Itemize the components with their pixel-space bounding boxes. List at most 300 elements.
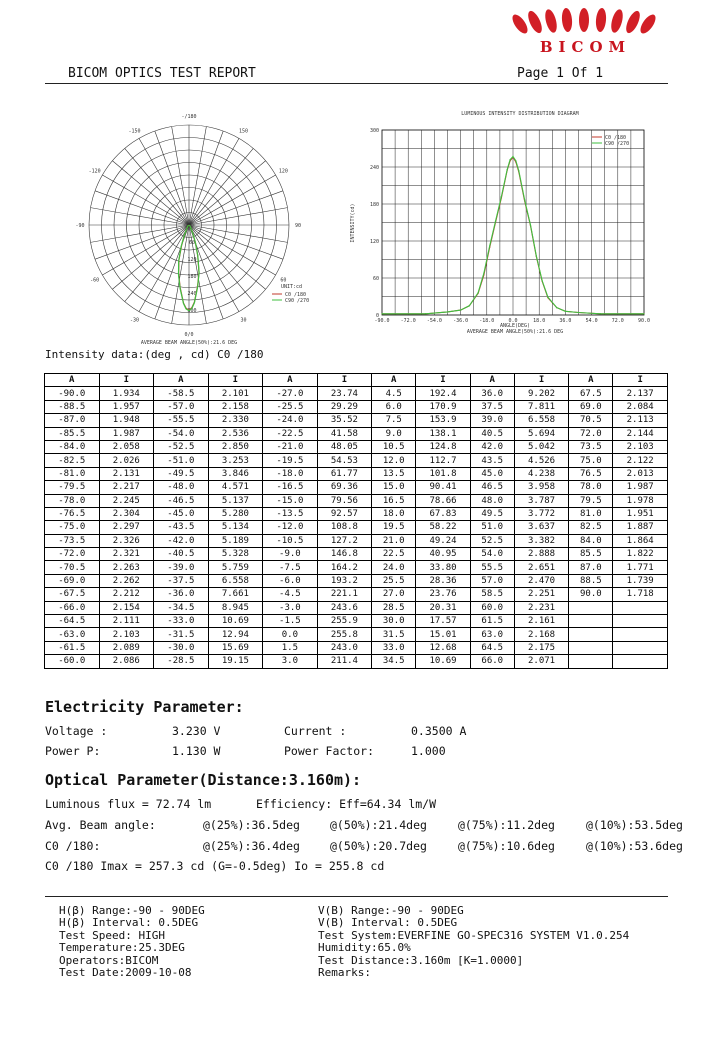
angle-header: A [372, 374, 416, 387]
polar-legend-entry: C0 /180 [285, 292, 307, 298]
angle-cell: 7.5 [372, 414, 416, 427]
test-conditions-right [318, 905, 718, 979]
intensity-cell: 90.41 [416, 481, 471, 494]
x-tick-label: -18.0 [479, 318, 495, 324]
intensity-cell: 20.31 [416, 601, 471, 614]
angle-cell: -24.0 [263, 414, 318, 427]
x-tick-label: -90.0 [374, 318, 390, 324]
angle-cell: -76.5 [45, 507, 100, 520]
intensity-cell: 170.9 [416, 400, 471, 413]
angle-cell: -52.5 [154, 440, 209, 453]
intensity-cell: 243.6 [317, 601, 372, 614]
angle-cell: -90.0 [45, 387, 100, 400]
x-tick-label: 72.0 [611, 318, 624, 324]
angle-cell: -6.0 [263, 574, 318, 587]
angle-cell: -58.5 [154, 387, 209, 400]
legend-entry: C90 /270 [605, 141, 630, 147]
y-tick-label: 300 [369, 128, 379, 134]
polar-unit-label: UNIT:cd [281, 284, 303, 290]
intensity-cell: 4.526 [514, 454, 569, 467]
intensity-cell: 41.58 [317, 427, 372, 440]
x-axis-label: ANGLE(DEG) [499, 323, 531, 329]
angle-cell: -39.0 [154, 561, 209, 574]
angle-cell: -36.0 [154, 588, 209, 601]
intensity-cell: 2.263 [99, 561, 154, 574]
h-interval: H(β) Interval: 0.5DEG [59, 916, 199, 930]
intensity-cell: 1.978 [613, 494, 668, 507]
angle-cell: 84.0 [569, 534, 613, 547]
polar-angle-label: -120 [88, 168, 101, 175]
test-date: Test Date:2009-10-08 [59, 966, 192, 980]
intensity-cell: 1.771 [613, 561, 668, 574]
intensity-cell: 2.651 [514, 561, 569, 574]
angle-cell: 18.0 [372, 507, 416, 520]
angle-cell: 24.0 [372, 561, 416, 574]
current-label: Current : [284, 724, 347, 738]
angle-cell: 60.0 [470, 601, 514, 614]
angle-cell: 57.0 [470, 574, 514, 587]
angle-cell [569, 601, 613, 614]
angle-cell: 42.0 [470, 440, 514, 453]
test-system: Test System:EVERFINE GO-SPEC316 SYSTEM V1.0.254 [318, 928, 630, 942]
series-point [524, 199, 525, 200]
intensity-cell: 2.058 [99, 440, 154, 453]
angle-cell: -45.0 [154, 507, 209, 520]
angle-cell: -70.5 [45, 561, 100, 574]
test-distance: Test Distance:3.160m [K=1.0000] [318, 953, 524, 967]
x-tick-label: 54.0 [585, 318, 598, 324]
intensity-cell: 2.175 [514, 641, 569, 654]
angle-cell [569, 655, 613, 668]
intensity-cell: 2.888 [514, 548, 569, 561]
optical-section-title: Optical Parameter(Distance:3.160m): [45, 771, 362, 789]
intensity-cell: 1.951 [613, 507, 668, 520]
angle-cell: 40.5 [470, 427, 514, 440]
intensity-cell [613, 615, 668, 628]
intensity-cell: 2.131 [99, 467, 154, 480]
polar-angle-label: -30 [129, 317, 140, 324]
angle-cell: 28.5 [372, 601, 416, 614]
series-point [536, 255, 537, 256]
angle-cell: -54.0 [154, 427, 209, 440]
polar-angle-label: 30 [240, 317, 247, 324]
intensity-cell: 127.2 [317, 534, 372, 547]
intensity-cell: 146.8 [317, 548, 372, 561]
electricity-section-title: Electricity Parameter: [45, 698, 244, 716]
angle-cell: -27.0 [263, 387, 318, 400]
intensity-cell: 23.74 [317, 387, 372, 400]
intensity-cell: 4.571 [208, 481, 263, 494]
angle-cell: -3.0 [263, 601, 318, 614]
angle-cell: 54.0 [470, 548, 514, 561]
intensity-cell: 1.948 [99, 414, 154, 427]
series-point [447, 311, 448, 312]
intensity-cell: 48.05 [317, 440, 372, 453]
intensity-cell: 15.69 [208, 641, 263, 654]
intensity-cell: 3.637 [514, 521, 569, 534]
power-factor-value: 1.000 [411, 744, 446, 758]
intensity-cell: 2.217 [99, 481, 154, 494]
intensity-cell: 5.189 [208, 534, 263, 547]
angle-cell: -10.5 [263, 534, 318, 547]
angle-cell [569, 615, 613, 628]
polar-angle-label: 150 [238, 128, 249, 135]
angle-cell: 69.0 [569, 400, 613, 413]
angle-cell: 3.0 [263, 655, 318, 668]
angle-cell: 73.5 [569, 440, 613, 453]
polar-radial-label: 120 [187, 257, 197, 263]
intensity-cell: 108.8 [317, 521, 372, 534]
intensity-cell: 2.158 [208, 400, 263, 413]
intensity-cell: 10.69 [208, 615, 263, 628]
angle-cell: -72.0 [45, 548, 100, 561]
angle-cell: -28.5 [154, 655, 209, 668]
intensity-cell: 15.01 [416, 628, 471, 641]
intensity-header: I [208, 374, 263, 387]
angle-cell: -63.0 [45, 628, 100, 641]
angle-cell: 72.0 [569, 427, 613, 440]
luminous-flux: Luminous flux = 72.74 lm [45, 797, 212, 811]
intensity-header: I [416, 374, 471, 387]
series-point [469, 305, 470, 306]
table-row [45, 494, 668, 507]
angle-cell: 45.0 [470, 467, 514, 480]
intensity-cell: 112.7 [416, 454, 471, 467]
intensity-cell: 1.739 [613, 574, 668, 587]
angle-cell: -12.0 [263, 521, 318, 534]
intensity-cell: 61.77 [317, 467, 372, 480]
intensity-cell: 1.987 [99, 427, 154, 440]
intensity-cell: 1.718 [613, 588, 668, 601]
polar-angle-label: -90 [75, 223, 85, 229]
series-point [547, 297, 548, 298]
x-tick-label: 18.0 [533, 318, 546, 324]
series-point [530, 224, 531, 225]
angle-cell: 31.5 [372, 628, 416, 641]
angle-cell: 46.5 [470, 481, 514, 494]
c0-beam-75: @(75%):10.6deg [458, 839, 555, 853]
intensity-cell: 2.536 [208, 427, 263, 440]
y-tick-label: 60 [372, 276, 379, 282]
angle-cell: -87.0 [45, 414, 100, 427]
angle-cell: 25.5 [372, 574, 416, 587]
angle-cell: 90.0 [569, 588, 613, 601]
angle-cell: -66.0 [45, 601, 100, 614]
table-row [45, 574, 668, 587]
intensity-cell: 2.101 [208, 387, 263, 400]
current-value: 0.3500 A [411, 724, 467, 738]
intensity-data-table [44, 373, 668, 669]
c0-beam-25: @(25%):36.4deg [203, 839, 300, 853]
intensity-cell: 193.2 [317, 574, 372, 587]
angle-cell: -30.0 [154, 641, 209, 654]
power-label: Power P: [45, 744, 101, 758]
angle-cell: -1.5 [263, 615, 318, 628]
angle-cell [569, 641, 613, 654]
intensity-cell: 2.026 [99, 454, 154, 467]
x-tick-label: 36.0 [559, 318, 572, 324]
x-tick-label: -36.0 [453, 318, 469, 324]
intensity-cell: 5.694 [514, 427, 569, 440]
angle-cell: 13.5 [372, 467, 416, 480]
intensity-cell: 255.9 [317, 615, 372, 628]
angle-cell: 22.5 [372, 548, 416, 561]
angle-cell: 9.0 [372, 427, 416, 440]
intensity-cell: 192.4 [416, 387, 471, 400]
intensity-cell: 2.262 [99, 574, 154, 587]
angle-cell: -49.5 [154, 467, 209, 480]
polar-radial-label: 180 [187, 274, 197, 280]
polar-angle-label: -60 [90, 277, 100, 284]
angle-cell: 78.0 [569, 481, 613, 494]
intensity-header: I [317, 374, 372, 387]
angle-cell: 67.5 [569, 387, 613, 400]
angle-cell: 79.5 [569, 494, 613, 507]
intensity-cell: 79.56 [317, 494, 372, 507]
intensity-cell: 101.8 [416, 467, 471, 480]
table-row [45, 534, 668, 547]
series-point [518, 170, 519, 171]
efficiency: Efficiency: Eff=64.34 lm/W [256, 797, 437, 811]
intensity-cell: 10.69 [416, 655, 471, 668]
polar-angle-label: 60 [280, 277, 287, 284]
h-range: H(β) Range:-90 - 90DEG [59, 904, 205, 917]
y-tick-label: 120 [369, 239, 379, 245]
angle-cell: -69.0 [45, 574, 100, 587]
intensity-cell: 2.103 [99, 628, 154, 641]
angle-cell: -34.5 [154, 601, 209, 614]
intensity-cell: 3.958 [514, 481, 569, 494]
intensity-cell: 3.772 [514, 507, 569, 520]
intensity-cell [613, 641, 668, 654]
angle-cell: -57.0 [154, 400, 209, 413]
angle-cell: -9.0 [263, 548, 318, 561]
angle-cell: -13.5 [263, 507, 318, 520]
angle-cell: 34.5 [372, 655, 416, 668]
intensity-cell: 67.83 [416, 507, 471, 520]
angle-cell: -73.5 [45, 534, 100, 547]
x-tick-label: 0.0 [508, 318, 518, 324]
series-point [512, 156, 513, 157]
beam-angle-75: @(75%):11.2deg [458, 818, 555, 832]
intensity-cell: 2.071 [514, 655, 569, 668]
angle-cell: -84.0 [45, 440, 100, 453]
power-factor-label: Power Factor: [284, 744, 375, 758]
intensity-cell: 8.945 [208, 601, 263, 614]
table-row [45, 655, 668, 668]
intensity-cell: 12.68 [416, 641, 471, 654]
remarks: Remarks: [318, 966, 371, 980]
table-row [45, 628, 668, 641]
table-row [45, 387, 668, 400]
intensity-cell: 2.137 [613, 387, 668, 400]
intensity-header: I [99, 374, 154, 387]
table-row [45, 400, 668, 413]
x-tick-label: -54.0 [426, 318, 442, 324]
polar-angle-label: 0/0 [184, 332, 194, 338]
angle-cell: -64.5 [45, 615, 100, 628]
angle-cell: 81.0 [569, 507, 613, 520]
intensity-cell: 9.202 [514, 387, 569, 400]
intensity-cell: 33.80 [416, 561, 471, 574]
intensity-cell: 23.76 [416, 588, 471, 601]
x-tick-label: 90.0 [637, 318, 651, 324]
intensity-cell: 124.8 [416, 440, 471, 453]
intensity-cell [613, 655, 668, 668]
series-point [578, 312, 579, 313]
angle-cell: -78.0 [45, 494, 100, 507]
angle-cell: -43.5 [154, 521, 209, 534]
angle-cell: 49.5 [470, 507, 514, 520]
angle-cell: 39.0 [470, 414, 514, 427]
angle-cell: -67.5 [45, 588, 100, 601]
intensity-cell: 78.66 [416, 494, 471, 507]
intensity-header: I [613, 374, 668, 387]
voltage-label: Voltage : [45, 724, 108, 738]
beam-angle-25: @(25%):36.5deg [203, 818, 300, 832]
c0-beam-50: @(50%):20.7deg [330, 839, 427, 853]
intensity-cell: 54.53 [317, 454, 372, 467]
angle-cell: -55.5 [154, 414, 209, 427]
intensity-cell: 2.304 [99, 507, 154, 520]
intensity-cell: 2.161 [514, 615, 569, 628]
angle-cell: 43.5 [470, 454, 514, 467]
table-row [45, 561, 668, 574]
luminous-intensity-diagram [340, 105, 670, 337]
table-row [45, 588, 668, 601]
intensity-cell: 7.811 [514, 400, 569, 413]
angle-cell: 58.5 [470, 588, 514, 601]
intensity-cell: 221.1 [317, 588, 372, 601]
polar-angle-label: 90 [294, 223, 302, 229]
intensity-cell: 243.0 [317, 641, 372, 654]
intensity-cell: 5.042 [514, 440, 569, 453]
angle-header: A [569, 374, 613, 387]
table-row [45, 641, 668, 654]
series-point [477, 292, 478, 293]
v-range: V(B) Range:-90 - 90DEG [318, 904, 464, 917]
power-value: 1.130 W [172, 744, 221, 758]
intensity-cell: 2.144 [613, 427, 668, 440]
angle-cell: -42.0 [154, 534, 209, 547]
intensity-cell: 2.084 [613, 400, 668, 413]
table-row [45, 615, 668, 628]
intensity-cell: 35.52 [317, 414, 372, 427]
intensity-cell: 6.558 [208, 574, 263, 587]
intensity-cell: 12.94 [208, 628, 263, 641]
angle-cell: 15.0 [372, 481, 416, 494]
series-point [509, 159, 510, 160]
angle-header: A [45, 374, 100, 387]
intensity-cell: 2.113 [613, 414, 668, 427]
series-point [643, 313, 644, 314]
beam-angle-50: @(50%):21.4deg [330, 818, 427, 832]
series-point [483, 272, 484, 273]
angle-header: A [470, 374, 514, 387]
series-point [489, 245, 490, 246]
angle-cell: -75.0 [45, 521, 100, 534]
angle-cell: -81.0 [45, 467, 100, 480]
humidity: Humidity:65.0% [318, 941, 411, 955]
v-interval: V(B) Interval: 0.5DEG [318, 916, 458, 930]
intensity-cell: 2.321 [99, 548, 154, 561]
table-row [45, 440, 668, 453]
report-title: BICOM OPTICS TEST REPORT [68, 66, 256, 81]
angle-cell: -4.5 [263, 588, 318, 601]
intensity-cell: 3.787 [514, 494, 569, 507]
angle-cell: -19.5 [263, 454, 318, 467]
test-speed: Test Speed: HIGH [59, 928, 165, 942]
intensity-cell: 5.328 [208, 548, 263, 561]
intensity-cell: 3.382 [514, 534, 569, 547]
intensity-cell: 1.957 [99, 400, 154, 413]
angle-cell: -60.0 [45, 655, 100, 668]
chart-caption: AVERAGE BEAM ANGLE(50%):21.6 DEG [466, 329, 564, 335]
angle-cell: 4.5 [372, 387, 416, 400]
intensity-cell: 3.846 [208, 467, 263, 480]
legend-entry: C0 /180 [605, 135, 627, 141]
angle-cell: -18.0 [263, 467, 318, 480]
series-point [425, 313, 426, 314]
angle-cell: -51.0 [154, 454, 209, 467]
angle-cell: 52.5 [470, 534, 514, 547]
angle-cell: 82.5 [569, 521, 613, 534]
angle-cell: 70.5 [569, 414, 613, 427]
angle-cell: 36.0 [470, 387, 514, 400]
angle-cell: -7.5 [263, 561, 318, 574]
intensity-cell: 28.36 [416, 574, 471, 587]
intensity-cell: 1.987 [613, 481, 668, 494]
series-point [495, 221, 496, 222]
angle-cell: -22.5 [263, 427, 318, 440]
series-point [501, 196, 502, 197]
angle-cell: 88.5 [569, 574, 613, 587]
polar-legend-entry: C90 /270 [285, 298, 310, 304]
angle-cell: 55.5 [470, 561, 514, 574]
intensity-cell: 2.251 [514, 588, 569, 601]
c0-beam-10: @(10%):53.6deg [586, 839, 683, 853]
angle-header: A [263, 374, 318, 387]
table-row [45, 414, 668, 427]
table-row [45, 467, 668, 480]
intensity-cell: 29.29 [317, 400, 372, 413]
intensity-cell: 2.245 [99, 494, 154, 507]
intensity-cell: 2.089 [99, 641, 154, 654]
table-row [45, 601, 668, 614]
polar-angle-label: -150 [128, 128, 141, 135]
angle-cell: -31.5 [154, 628, 209, 641]
x-tick-label: -72.0 [400, 318, 416, 324]
intensity-cell: 19.15 [208, 655, 263, 668]
angle-cell: -15.0 [263, 494, 318, 507]
polar-radial-label: 300 [187, 308, 197, 314]
angle-cell: 30.0 [372, 615, 416, 628]
intensity-data-caption: Intensity data:(deg , cd) C0 /180 [45, 348, 264, 361]
intensity-cell: 5.280 [208, 507, 263, 520]
series-point [460, 309, 461, 310]
series-point [542, 280, 543, 281]
y-tick-label: 0 [375, 313, 379, 319]
angle-cell: 63.0 [470, 628, 514, 641]
intensity-cell: 2.326 [99, 534, 154, 547]
intensity-cell: 1.822 [613, 548, 668, 561]
beam-angle-label: Avg. Beam angle: [45, 818, 156, 832]
angle-cell: 48.0 [470, 494, 514, 507]
imax-line: C0 /180 Imax = 257.3 cd (G=-0.5deg) Io = 255.8 cd [45, 859, 385, 873]
intensity-cell: 2.330 [208, 414, 263, 427]
angle-cell: 51.0 [470, 521, 514, 534]
angle-cell: 37.5 [470, 400, 514, 413]
